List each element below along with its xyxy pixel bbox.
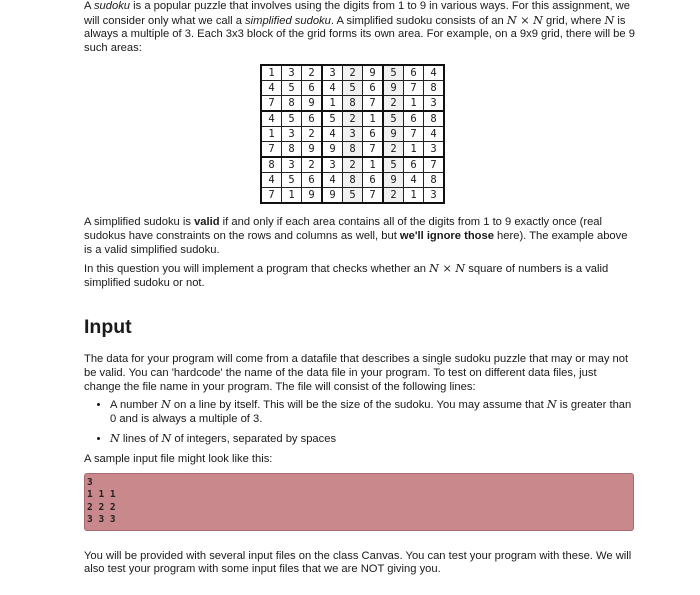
grid-cell: 3: [424, 188, 445, 204]
text: is greater than 0 and is always a multiple of 3.: [110, 399, 632, 425]
grid-cell: 9: [383, 81, 404, 96]
grid-cell: 9: [302, 188, 323, 204]
grid-cell: 1: [404, 142, 424, 158]
list-item: [110, 398, 636, 426]
code-line: 1 1 1: [87, 489, 116, 501]
grid-cell: 8: [282, 142, 302, 158]
grid-cell: 2: [383, 142, 404, 158]
grid-cell: 4: [261, 81, 282, 96]
grid-row: [261, 127, 444, 142]
math-n: N: [110, 432, 120, 446]
task-paragraph: [84, 262, 636, 290]
grid-cell: 3: [282, 65, 302, 81]
grid-cell: 9: [302, 142, 323, 158]
valid-definition-paragraph: [84, 216, 636, 257]
grid-cell: 4: [404, 173, 424, 188]
code-line: 2 2 2: [87, 501, 116, 513]
grid-row: [261, 96, 444, 112]
grid-cell: 5: [282, 173, 302, 188]
sudoku-grid-container: [260, 64, 451, 204]
math-n-by-n: N × N: [429, 262, 466, 276]
grid-cell: 3: [322, 65, 343, 81]
grid-row: [261, 142, 444, 158]
grid-cell: 2: [302, 127, 323, 142]
grid-cell: 6: [404, 157, 424, 173]
grid-cell: 3: [424, 96, 445, 112]
grid-cell: 1: [404, 188, 424, 204]
grid-cell: 5: [322, 111, 343, 127]
math-n-by-n: N × N: [506, 13, 543, 27]
grid-cell: 5: [343, 188, 363, 204]
emphasis-sudoku: sudoku: [93, 0, 131, 12]
grid-cell: 2: [383, 96, 404, 112]
text: . A simplified sudoku consists of an: [330, 14, 507, 27]
document-page: [84, 0, 636, 577]
grid-cell: 5: [343, 81, 363, 96]
grid-cell: 7: [261, 142, 282, 158]
sudoku-grid: [260, 64, 445, 204]
grid-cell: 4: [261, 173, 282, 188]
math-n: N: [604, 13, 615, 27]
grid-cell: 2: [302, 157, 323, 173]
text: is always a multiple of 3. Each 3x3 block of the grid forms its own area. For example, on a 9x9 grid, there will be 9 such areas:: [84, 14, 635, 54]
grid-cell: 6: [404, 65, 424, 81]
sample-input-code-block: [84, 473, 634, 531]
grid-cell: 8: [343, 96, 363, 112]
grid-cell: 9: [322, 188, 343, 204]
grid-cell: 2: [302, 65, 323, 81]
grid-cell: 1: [404, 96, 424, 112]
input-heading: Input: [84, 316, 132, 339]
grid-cell: 3: [282, 157, 302, 173]
grid-cell: 7: [261, 96, 282, 112]
grid-cell: 1: [261, 127, 282, 142]
grid-cell: 5: [383, 65, 404, 81]
text: A simplified sudoku is: [84, 216, 195, 229]
text: if and only if each area contains all of the digits from 1 to 9 exactly once (real sudokus have constraints on the rows and columns as well, but: [84, 216, 603, 242]
grid-cell: 9: [363, 65, 384, 81]
grid-cell: 4: [424, 127, 445, 142]
grid-cell: 7: [404, 127, 424, 142]
grid-cell: 9: [322, 142, 343, 158]
math-n: N: [546, 398, 557, 412]
text: In this question you will implement a program that checks whether an: [84, 263, 430, 276]
text: square of numbers is a valid simplified sudoku or not.: [84, 263, 609, 289]
closing-paragraph: You will be provided with several input files on the class Canvas. You can test your program with these. We will also test your program with some input files that we are NOT giving you.: [84, 549, 632, 576]
grid-cell: 4: [322, 81, 343, 96]
grid-cell: 6: [302, 111, 323, 127]
grid-cell: 8: [343, 173, 363, 188]
grid-cell: 4: [322, 127, 343, 142]
grid-cell: 6: [404, 111, 424, 127]
grid-cell: 4: [261, 111, 282, 127]
grid-cell: 9: [302, 96, 323, 112]
text: A number: [110, 399, 161, 412]
grid-cell: 8: [424, 173, 445, 188]
text: lines of: [119, 433, 162, 446]
grid-cell: 2: [343, 65, 363, 81]
grid-cell: 1: [363, 157, 384, 173]
input-paragraph: The data for your program will come from a datafile that describes a single sudoku puzzle that may or may not be valid. You can 'hardcode' the name of the data file in your program. To test on different data files, just change the file name in your program. The file will consist of the following lines:: [84, 353, 629, 393]
grid-cell: 6: [302, 81, 323, 96]
grid-cell: 3: [322, 157, 343, 173]
grid-cell: 8: [343, 142, 363, 158]
code-line: 3: [87, 476, 93, 488]
grid-cell: 8: [424, 81, 445, 96]
grid-cell: 5: [282, 81, 302, 96]
grid-cell: 5: [383, 157, 404, 173]
grid-cell: 8: [424, 111, 445, 127]
math-n: N: [161, 398, 171, 412]
grid-cell: 1: [363, 111, 384, 127]
bold-valid: valid: [194, 216, 220, 229]
grid-cell: 9: [383, 127, 404, 142]
grid-cell: 2: [383, 188, 404, 204]
grid-cell: 8: [261, 157, 282, 173]
text: on a line by itself. This will be the size of the sudoku. You may assume that: [170, 399, 547, 412]
grid-cell: 4: [322, 173, 343, 188]
grid-cell: 3: [424, 142, 445, 158]
grid-cell: 6: [363, 81, 384, 96]
math-n: N: [161, 432, 172, 446]
bold-ignore-those: we'll ignore those: [399, 229, 494, 242]
grid-cell: 1: [282, 188, 302, 204]
code-line: 3 3 3: [87, 514, 116, 526]
grid-row: [261, 188, 444, 204]
grid-row: [261, 157, 444, 173]
text: here). The example above is a valid simplified sudoku.: [84, 229, 628, 256]
grid-cell: 2: [343, 111, 363, 127]
grid-row: [261, 81, 444, 96]
grid-cell: 7: [424, 157, 445, 173]
input-format-list: [84, 398, 636, 447]
grid-cell: 5: [383, 111, 404, 127]
text: A: [84, 0, 94, 12]
grid-cell: 1: [261, 65, 282, 81]
intro-paragraph: [84, 0, 636, 55]
grid-cell: 6: [363, 173, 384, 188]
grid-cell: 7: [363, 142, 384, 158]
grid-cell: 7: [261, 188, 282, 204]
emphasis-simplified-sudoku: simplified sudoku: [245, 14, 331, 27]
grid-cell: 7: [363, 96, 384, 112]
sample-intro: A sample input file might look like this:: [84, 452, 273, 465]
grid-cell: 6: [363, 127, 384, 142]
grid-row: [261, 111, 444, 127]
grid-cell: 2: [343, 157, 363, 173]
grid-cell: 3: [343, 127, 363, 142]
grid-cell: 8: [282, 96, 302, 112]
grid-cell: 5: [282, 111, 302, 127]
grid-row: [261, 173, 444, 188]
list-item: [110, 432, 636, 447]
grid-cell: 7: [363, 188, 384, 204]
text: of integers, separated by spaces: [171, 433, 337, 446]
grid-cell: 4: [424, 65, 445, 81]
text: grid, where: [542, 14, 605, 27]
grid-cell: 3: [282, 127, 302, 142]
text: is a popular puzzle that involves using the digits from 1 to 9 in various ways. For this assignment, we will consider only what we call a: [84, 0, 630, 27]
grid-cell: 1: [322, 96, 343, 112]
grid-cell: 9: [383, 173, 404, 188]
grid-cell: 7: [404, 81, 424, 96]
grid-row: [261, 65, 444, 81]
grid-cell: 6: [302, 173, 323, 188]
